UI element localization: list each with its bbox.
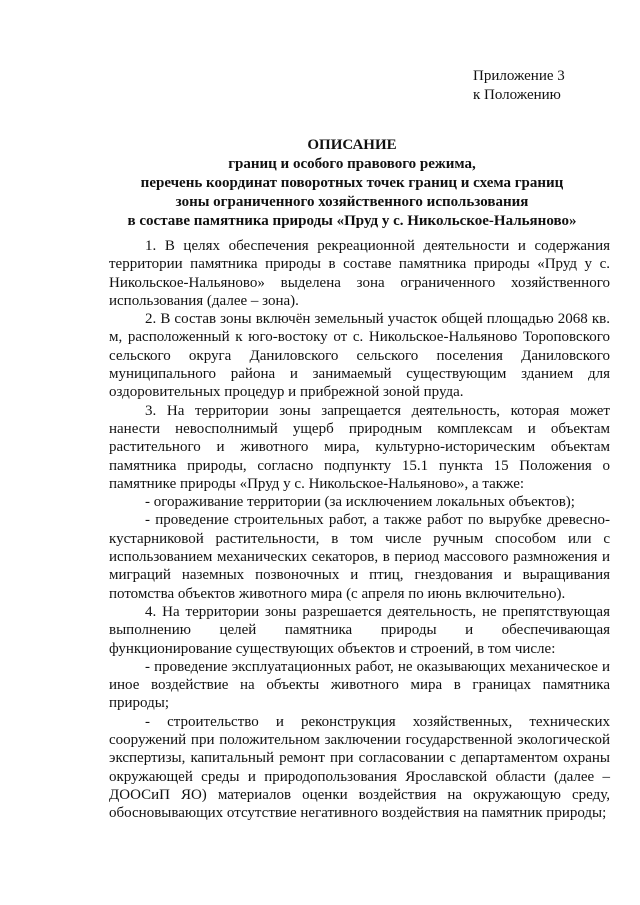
- list-item-fencing: - огораживание территории (за исключением локальных объектов);: [145, 494, 575, 511]
- appendix-reference: [473, 67, 565, 105]
- title-line-1: ОПИСАНИЕ: [307, 137, 397, 153]
- title-line-2: границ и особого правового режима,: [228, 156, 476, 172]
- list-item-maintenance: - проведение эксплуатационных работ, не оказывающих механическое и иное воздействие на объекты животного мира в границах памятника природы;: [109, 658, 610, 712]
- appendix-line-2: к Положению: [473, 87, 561, 103]
- paragraph-2: 2. В состав зоны включён земельный участок общей площадью 2068 кв. м, расположенный к юго-востоку от с. Никольское-Нальяново Тороповского сельского округа Даниловского сельского поселения Даниловского муниципального района и занимаемый существующим зданием для оздоровительных процедур и прибрежной зоной пруда.: [109, 311, 610, 401]
- title-line-3: перечень координат поворотных точек границ и схема границ: [140, 175, 564, 191]
- list-item-construction-ban: - проведение строительных работ, а также работ по вырубке древесно-кустарниковой растительности, в том числе ручным способом или с использованием механических секаторов, в период массового размножения и миграций наземных позвоночных и птиц, гнездования и выращивания потомства объектов животного мира (с апреля по июнь включительно).: [109, 512, 610, 602]
- paragraph-4: 4. На территории зоны разрешается деятельность, не препятствующая выполнению целей памятника природы и обеспечивающая функционирование существующих объектов и строений, в том числе:: [109, 603, 610, 657]
- title-line-5: в составе памятника природы «Пруд у с. Никольское-Нальяново»: [127, 213, 577, 229]
- paragraph-3: 3. На территории зоны запрещается деятельность, которая может нанести невосполнимый ущерб природным комплексам и объектам растительного и животного мира, культурно-историческим объектам памятника природы, согласно подпункту 15.1 пункта 15 Положения о памятнике природы «Пруд у с. Никольское-Нальяново», а также:: [109, 402, 610, 492]
- document-body: [109, 237, 610, 823]
- appendix-line-1: Приложение 3: [473, 68, 565, 84]
- list-item-construction-allowed: - строительство и реконструкция хозяйственных, технических сооружений при положительном заключении государственной экологической экспертизы, капитальный ремонт при согласовании с департаментом охраны окружающей среды и природопользования Ярославской области (далее – ДООСиП ЯО) материалов оценки воздействия на окружающую среду, обосновывающих отсутствие негативного воздействия на памятник природы;: [109, 713, 610, 822]
- document-title: [96, 136, 608, 231]
- paragraph-1: 1. В целях обеспечения рекреационной деятельности и содержания территории памятника природы в составе памятника природы «Пруд у с. Никольское-Нальяново» выделена зона ограниченного хозяйственного использования (далее – зона).: [109, 238, 610, 309]
- title-line-4: зоны ограниченного хозяйственного использования: [175, 194, 529, 210]
